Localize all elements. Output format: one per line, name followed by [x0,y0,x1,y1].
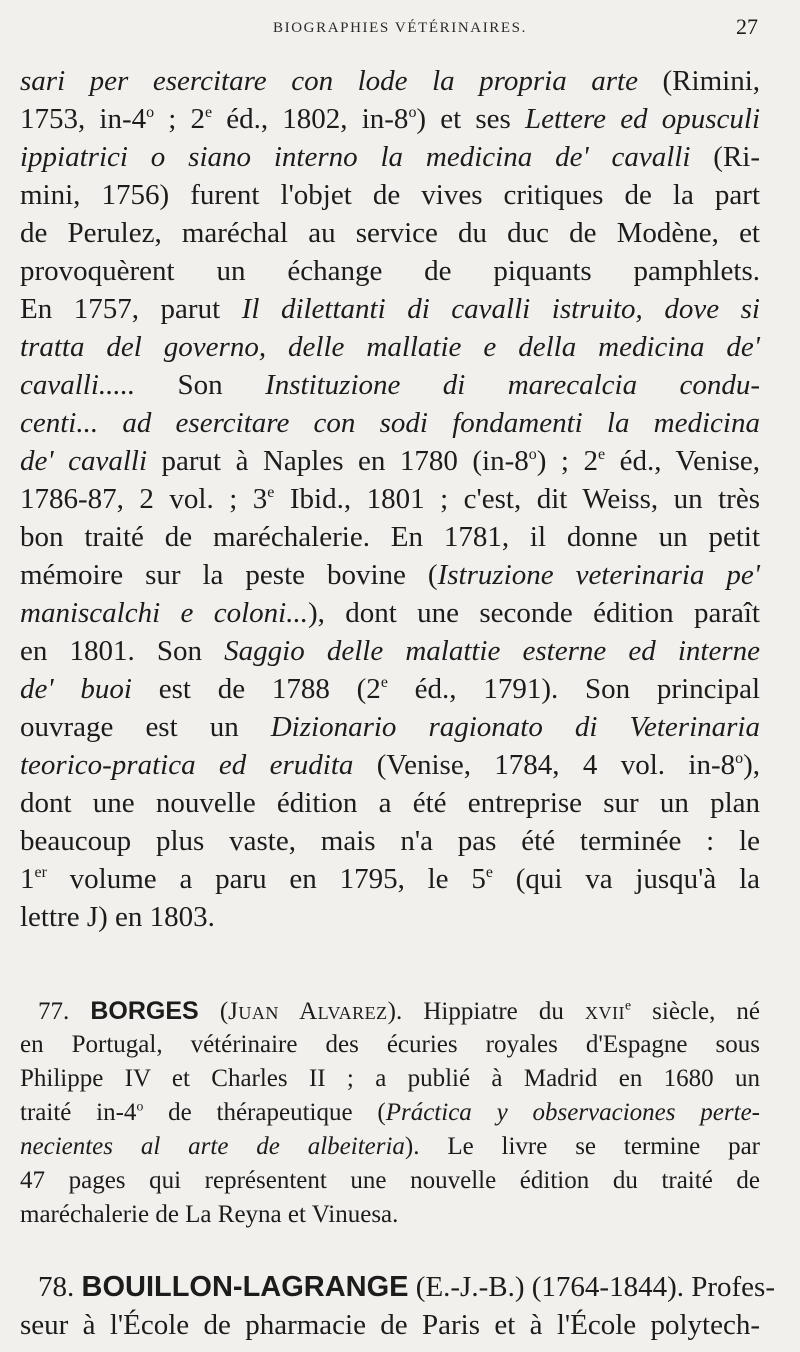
text-line: ouvrage est un Dizionario ragionato di Veterinaria [20,711,760,743]
text-line: En 1757, parut Il dilettanti di cavalli istruito, dove si [20,293,760,325]
page-number: 27 [736,14,758,39]
text-line: bon traité de maréchalerie. En 1781, il donne un petit [20,521,760,553]
text-line: seur à l'École de pharmacie de Paris et à l'École polytech- [20,1309,760,1341]
text-line: de Perulez, maréchal au service du duc de Modène, et [20,217,760,249]
text-line: mini, 1756) furent l'objet de vives critiques de la part [20,179,760,211]
entry-name: BOUILLON-LAGRANGE [81,1271,409,1303]
text-line: teorico-pratica ed erudita (Venise, 1784, 4 vol. in-8$^o$), [20,749,760,781]
text-line: necientes al arte de albeiteria). Le livre se termine par [20,1133,760,1160]
text-line: beaucoup plus vaste, mais n'a pas été terminée : le [20,825,760,857]
text-line: ippiatrici o siano interno la medicina de' cavalli (Ri- [20,141,760,173]
text-line: en 1801. Son Saggio delle malattie esterne ed interne [20,635,761,667]
text-line: 47 pages qui représentent une nouvelle édition du traité de [20,1167,760,1194]
entry-name: BORGES [90,997,199,1025]
text-line: Philippe IV et Charles II ; a publié à Madrid en 1680 un [20,1065,760,1092]
text-line: cavalli..... Son Instituzione di marecalcia condu- [20,369,760,401]
text-line: maniscalchi e coloni...), dont une seconde édition paraît [20,597,760,629]
text-line: traité in-4$^o$ de thérapeutique (Práctica y observaciones perte- [20,1098,761,1126]
text-line: 78. BOUILLON-LAGRANGE (E.-J.-B.) (1764-1844). Profes- [38,1271,775,1303]
page-header [0,14,800,50]
text-line: sari per esercitare con lode la propria arte (Rimini, [20,65,760,97]
text-line: centi... ad esercitare con sodi fondamenti la medicina [20,407,760,439]
text-line: maréchalerie de La Reyna et Vinuesa. [20,1201,399,1228]
text-line: tratta del governo, delle mallatie e della medicina de' [20,331,760,363]
text-line: en Portugal, vétérinaire des écuries royales d'Espagne sous [20,1031,760,1058]
text-line: 1er volume a paru en 1795, le 5e (qui va jusqu'à la [20,863,760,895]
text-line: provoquèrent un échange de piquants pamphlets. [20,255,760,287]
text-line: 77. BORGES (Juan Alvarez). Hippiatre du xvii$^e$ siècle, né [38,997,761,1025]
text-line: 1786-87, 2 vol. ; 3e Ibid., 1801 ; c'est, dit Weiss, un très [20,483,760,515]
text-line: 1753, in-4$^o$ ; 2e éd., 1802, in-8$^o$) et ses Lettere ed opusculi [20,103,761,135]
text-line: dont une nouvelle édition a été entreprise sur un plan [20,787,760,819]
text-line: de' cavalli parut à Naples en 1780 (in-8$^o$) ; 2e éd., Venise, [20,445,760,477]
text-line: mémoire sur la peste bovine (Istruzione veterinaria pe' [20,559,760,591]
running-head: BIOGRAPHIES VÉTÉRINAIRES. [273,20,527,36]
text-line: lettre J) en 1803. [20,901,215,933]
text-line: de' buoi est de 1788 (2e éd., 1791). Son principal [20,673,761,705]
